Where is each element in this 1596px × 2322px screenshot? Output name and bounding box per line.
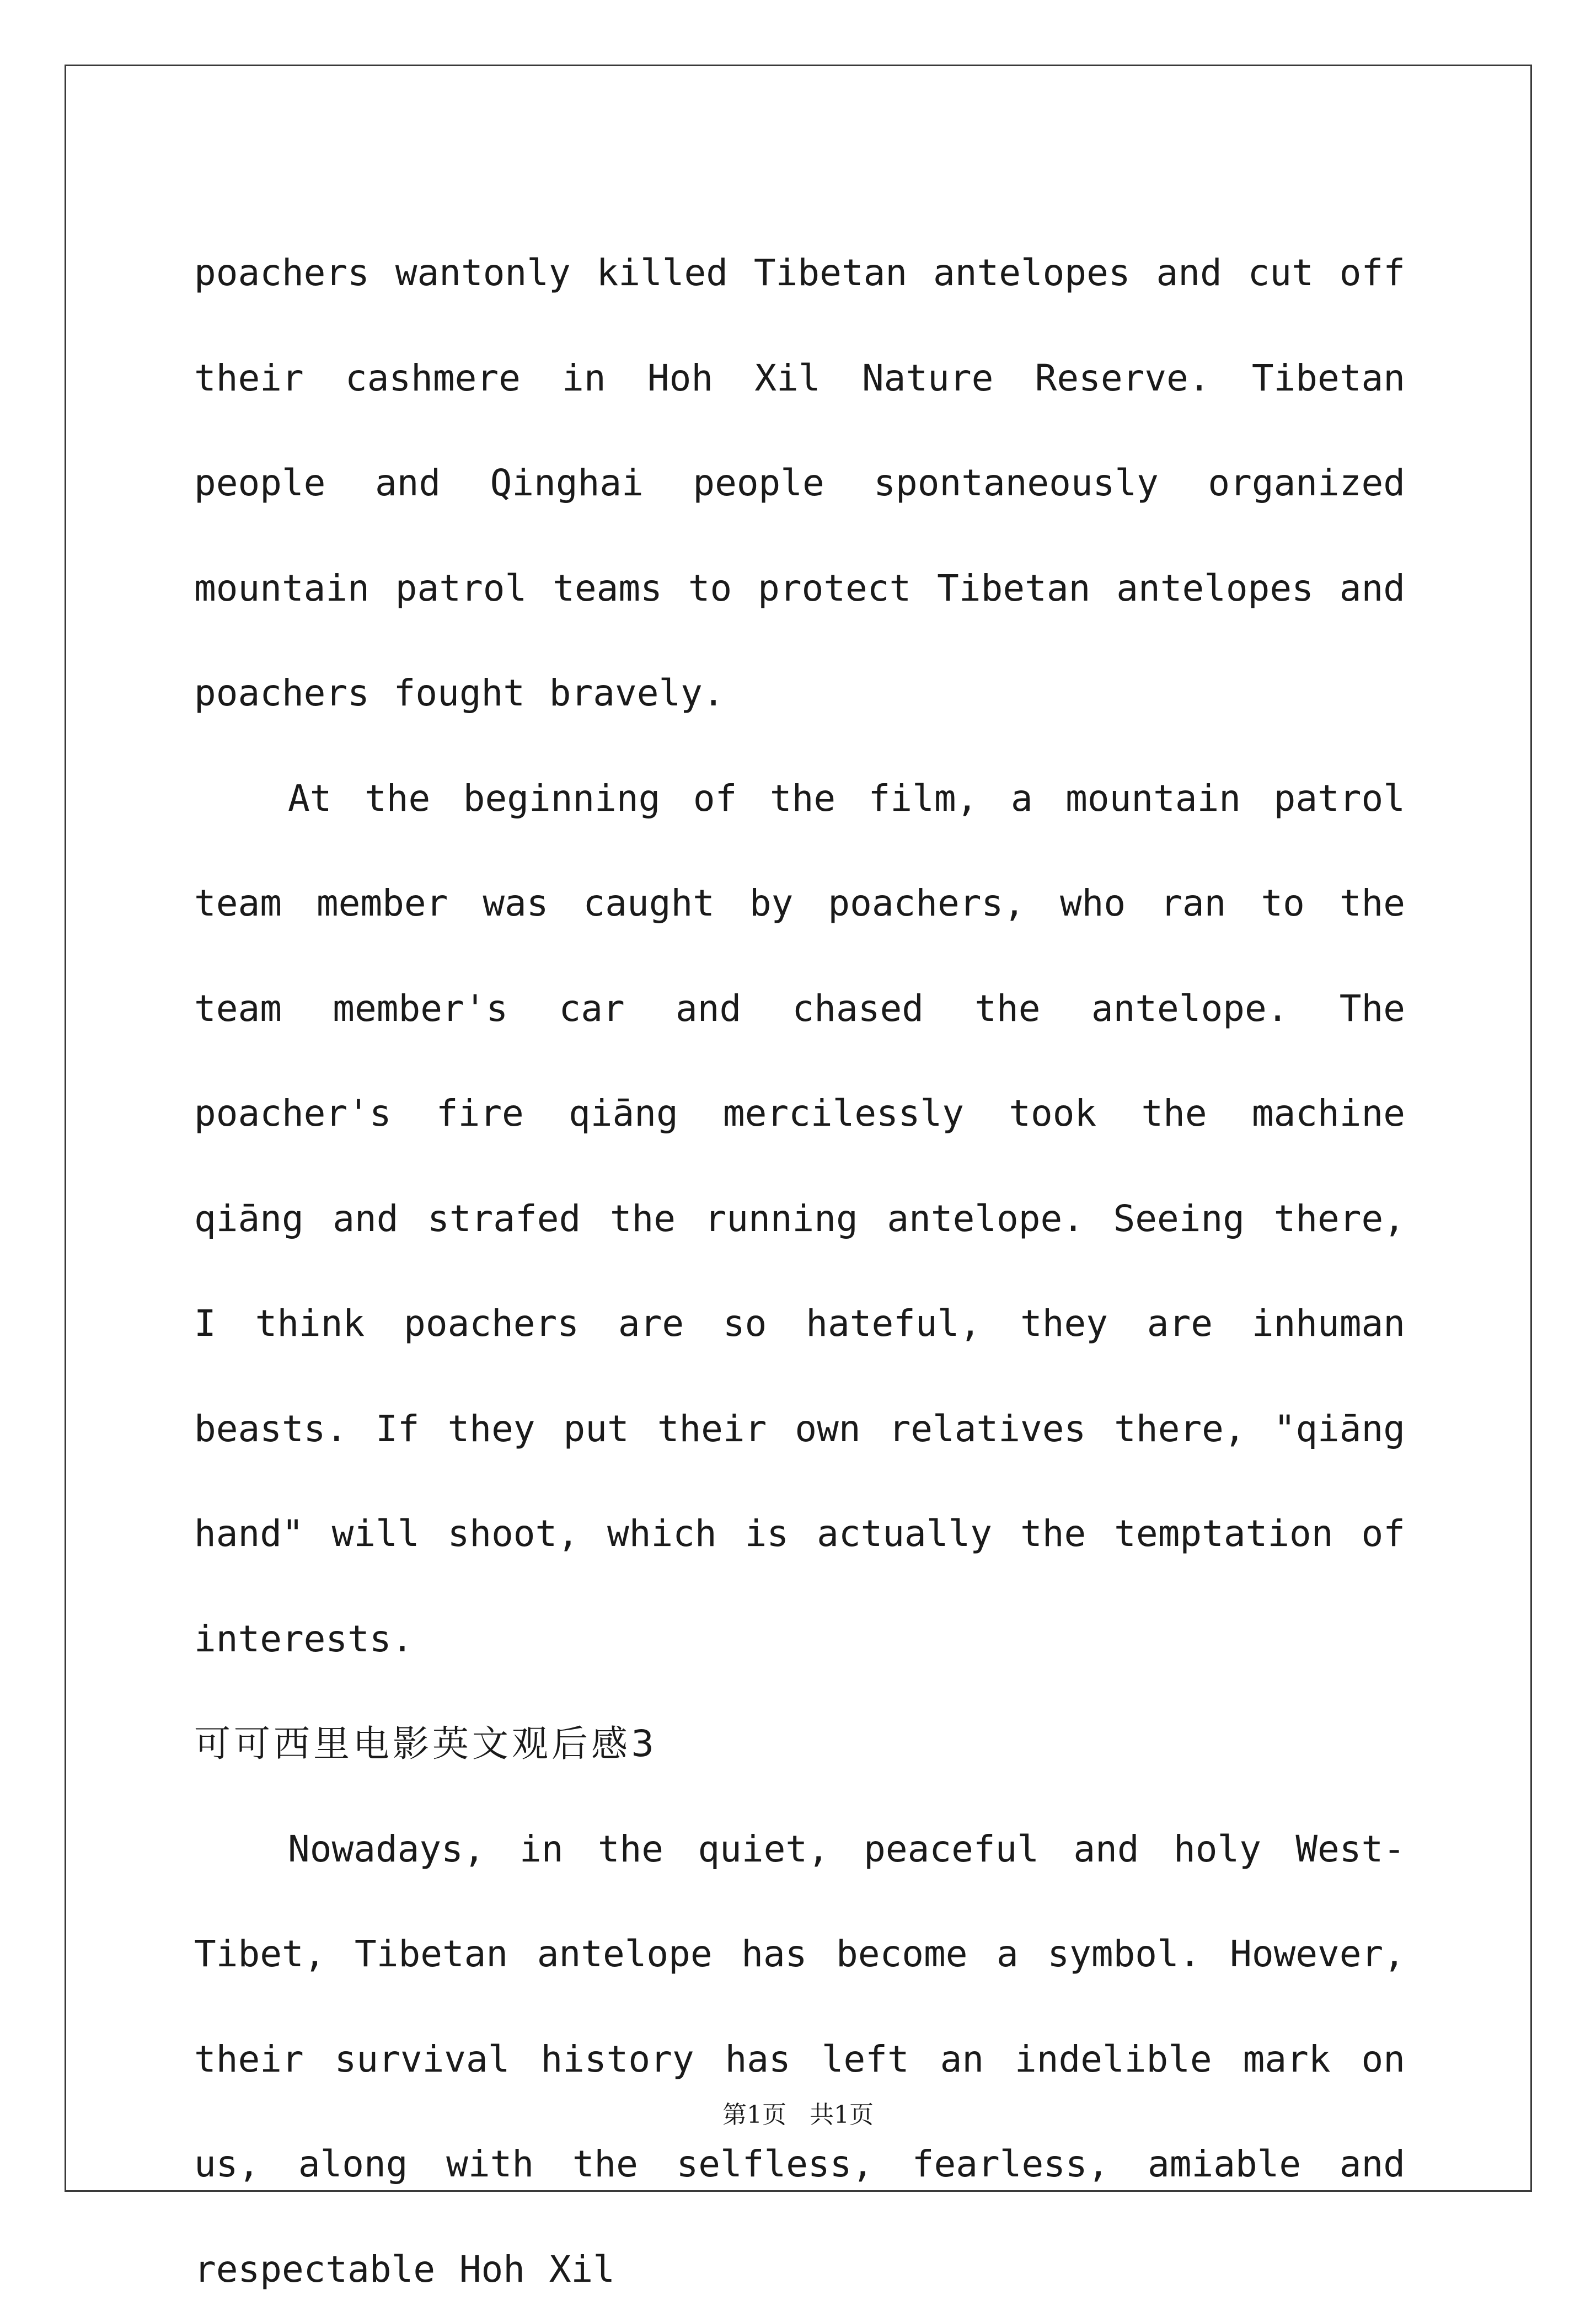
- section-heading: 可可西里电影英文观后感3: [194, 1692, 1405, 1797]
- body-paragraph-3: Nowadays, in the quiet, peaceful and holy West-Tibet, Tibetan antelope has become a symbol. However, their survival history has left an indelible mark on us, along with the selfless, fearless, amiable and respectable Hoh Xil: [194, 1797, 1405, 2322]
- body-paragraph-1: poachers wantonly killed Tibetan antelopes and cut off their cashmere in Hoh Xil Nature Reserve. Tibetan people and Qinghai people spontaneously organized mountain patrol teams to protect Tibetan antelopes and poachers fought bravely.: [194, 221, 1405, 746]
- page-number-footer: 第1页 共1页: [0, 2095, 1596, 2130]
- body-paragraph-2: At the beginning of the film, a mountain patrol team member was caught by poachers, who ran to the team member's car and chased the antelope. The poacher's fire qiāng mercilessly took the machine qiāng and strafed the running antelope. Seeing there, I think poachers are so hateful, they are inhuman beasts. If they put their own relatives there, "qiāng hand" will shoot, which is actually the temptation of interests.: [194, 746, 1405, 1692]
- document-body: [194, 221, 1405, 2322]
